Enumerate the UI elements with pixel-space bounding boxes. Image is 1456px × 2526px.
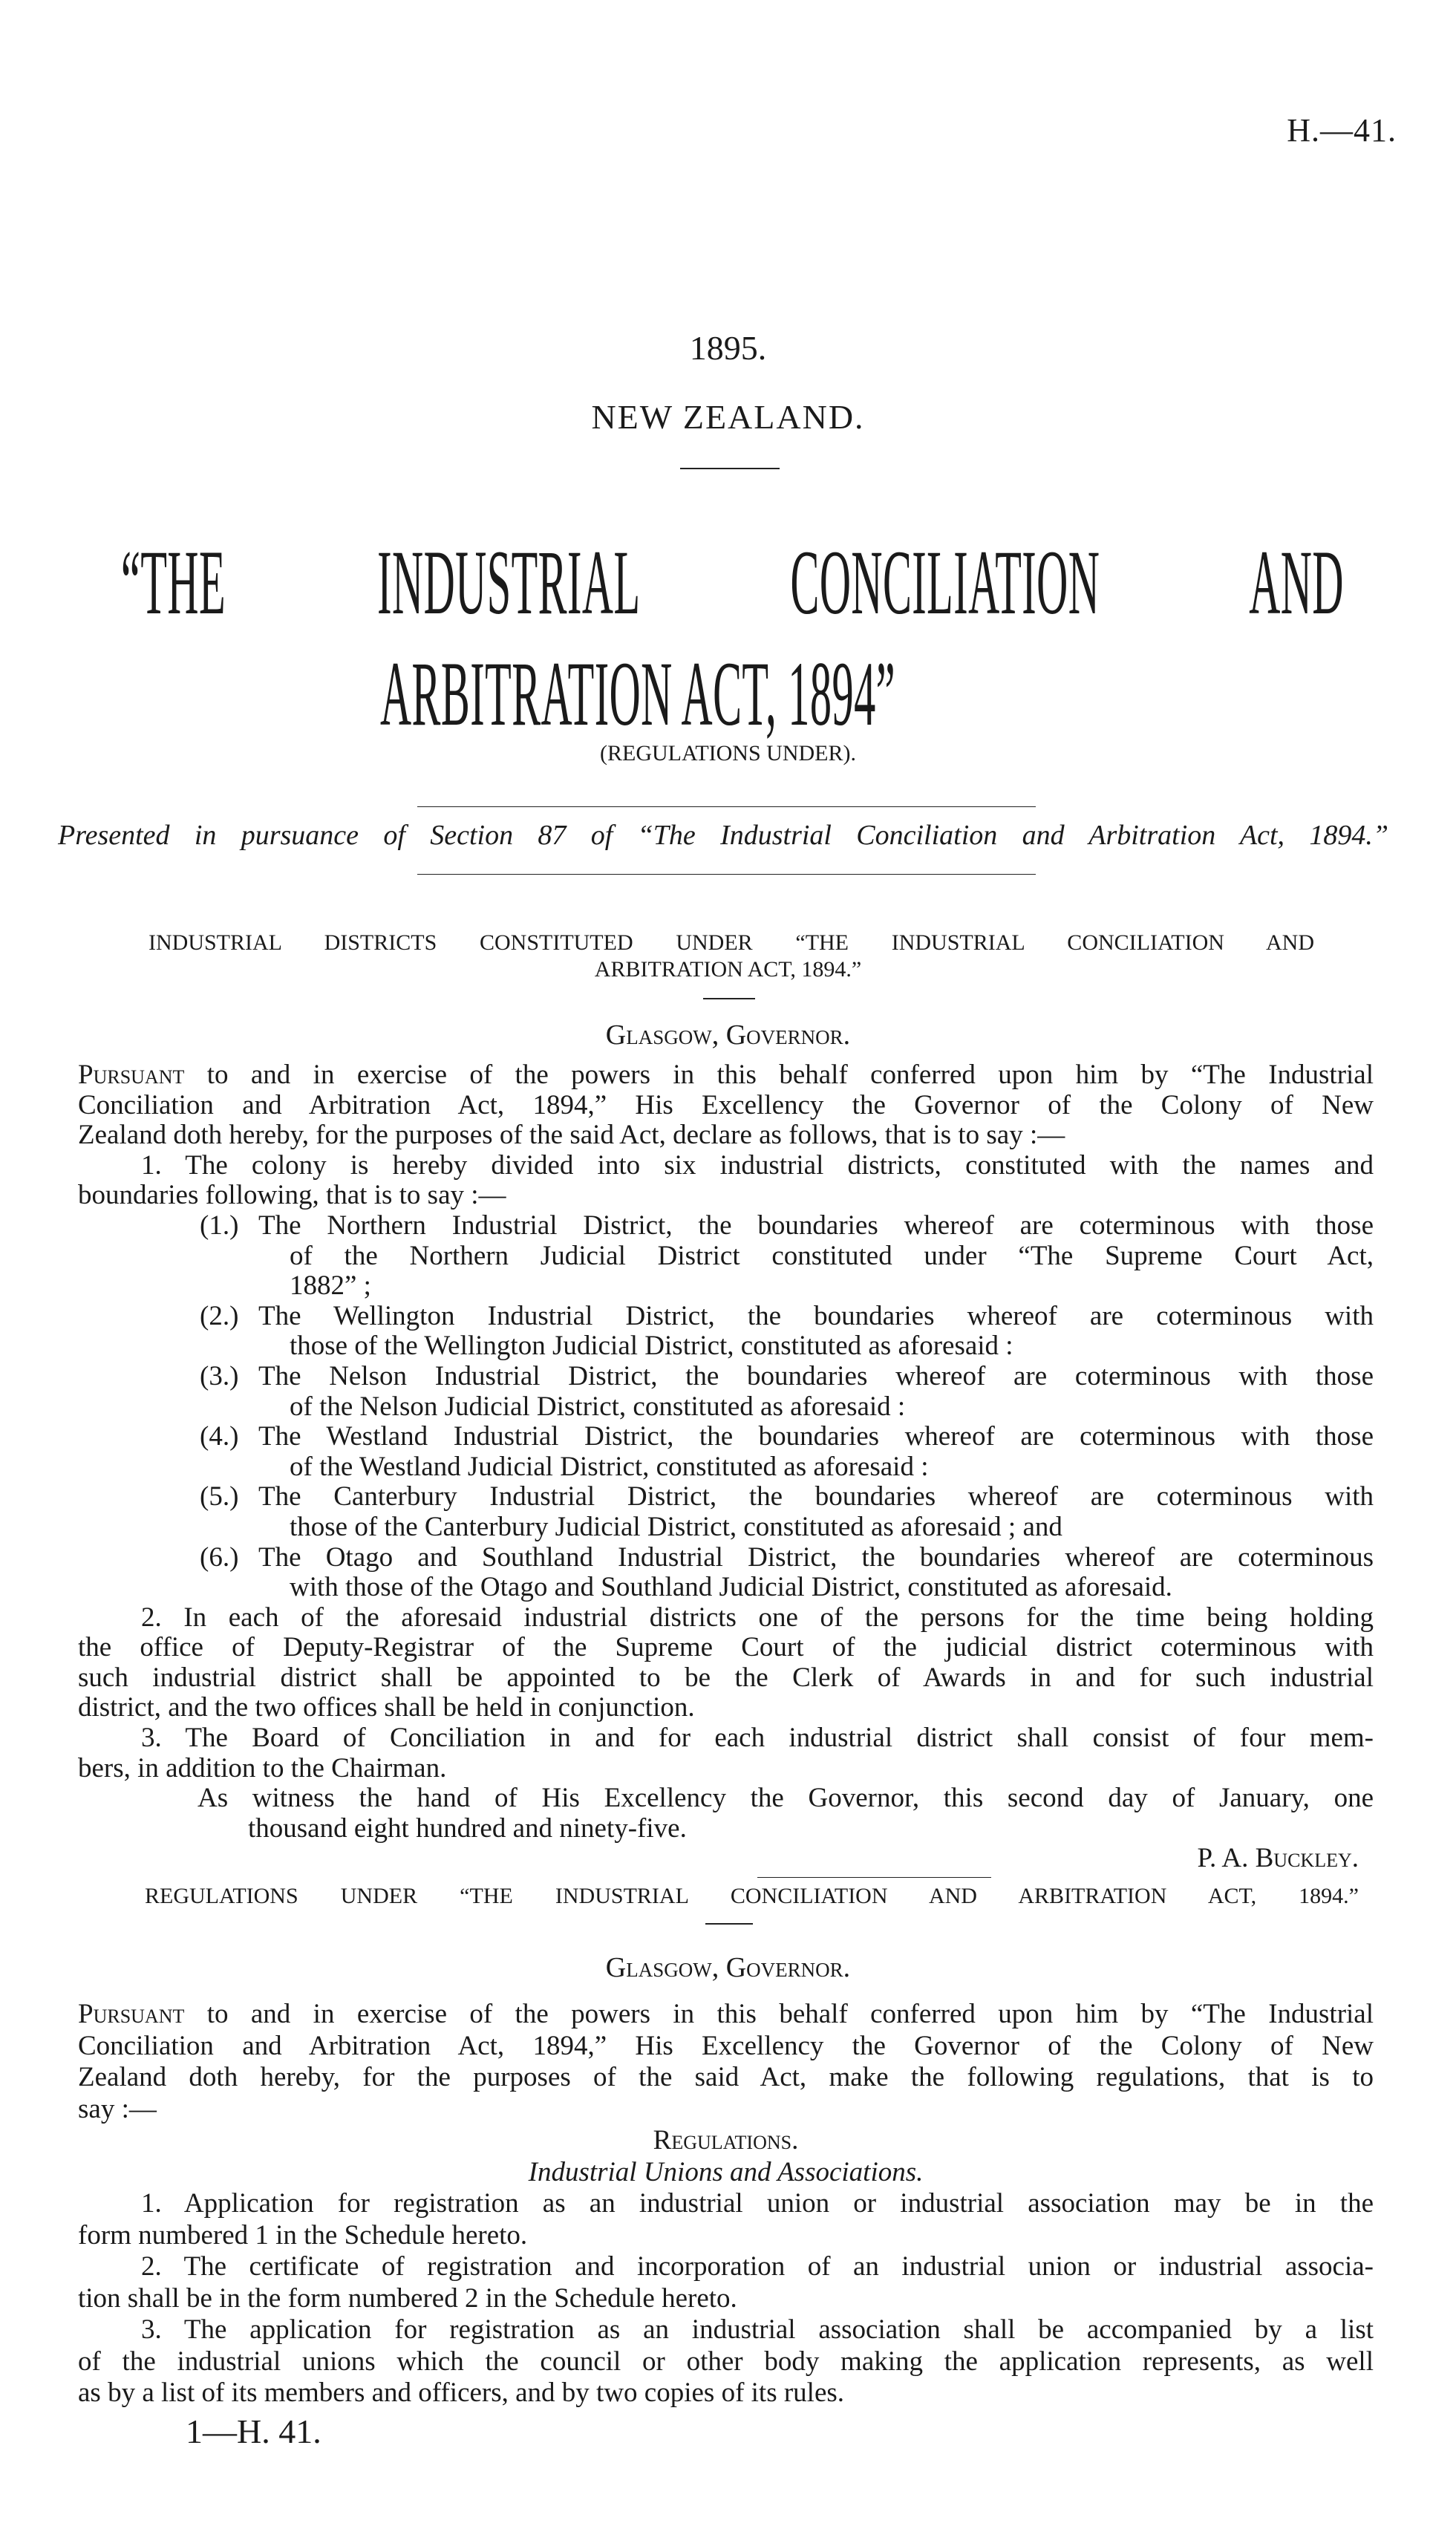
district-label: (6.) xyxy=(200,1541,239,1573)
text-line: of the Nelson Judicial District, constituted as aforesaid : xyxy=(290,1391,906,1422)
district-label: (3.) xyxy=(200,1360,239,1391)
section1-body xyxy=(78,1060,1374,1874)
text-line: as by a list of its members and officers, and by two copies of its rules. xyxy=(78,2377,845,2408)
text-line: 1. The colony is hereby divided into six industrial districts, constituted with the names and xyxy=(141,1149,1374,1181)
section2-heading: REGULATIONS UNDER “THE INDUSTRIAL CONCILIATION AND ARBITRATION ACT, 1894.” xyxy=(145,1884,1359,1908)
clause-2 xyxy=(78,1603,1374,1723)
text-line: 3. The Board of Conciliation in and for each industrial district shall consist of four mem- xyxy=(141,1723,1374,1754)
regulation-1 xyxy=(78,2188,1374,2251)
text-line: boundaries following, that is to say :— xyxy=(78,1180,506,1211)
text-line: 3. The application for registration as an industrial association shall be accompanied by a list xyxy=(141,2314,1374,2345)
text-line: those of the Canterbury Judicial District, constituted as aforesaid ; and xyxy=(290,1511,1062,1542)
text-line: Zealand doth hereby, for the purposes of the said Act, make the following regulations, that is to xyxy=(78,2062,1374,2092)
text-line: bers, in addition to the Chairman. xyxy=(78,1752,447,1783)
text-line: those of the Wellington Judicial District, constituted as aforesaid : xyxy=(290,1331,1013,1362)
text-line: of the industrial unions which the council or other body making the application represents, as well xyxy=(78,2346,1374,2377)
district-label: (4.) xyxy=(200,1421,239,1452)
text-line: Conciliation and Arbitration Act, 1894,” His Excellency the Governor of the Colony of New xyxy=(78,2030,1374,2061)
text-line: form numbered 1 in the Schedule hereto. xyxy=(78,2219,528,2251)
section1-heading-line-2: ARBITRATION ACT, 1894.” xyxy=(594,957,862,982)
text-line xyxy=(78,1999,1374,2031)
district-label: (2.) xyxy=(200,1300,239,1331)
clause-3 xyxy=(78,1723,1374,1783)
text-line: The Northern Industrial District, the boundaries whereof are coterminous with those xyxy=(258,1210,1374,1241)
witness-clause xyxy=(197,1783,1374,1844)
district-item xyxy=(200,1360,1374,1422)
preamble xyxy=(78,1999,1374,2125)
text-line: Conciliation and Arbitration Act, 1894,” His Excellency the Governor of the Colony of New xyxy=(78,1089,1374,1120)
text-line xyxy=(78,1060,1374,1091)
signature-mark: 1—H. 41. xyxy=(186,2412,321,2450)
title-line-1: “THE INDUSTRIAL CONCILIATION AND xyxy=(121,532,1344,633)
section2-body xyxy=(78,1999,1374,2451)
text-line: district, and the two offices shall be held in conjunction. xyxy=(78,1692,695,1723)
district-item xyxy=(200,1210,1374,1302)
line-text: to and in exercise of the powers in this behalf conferred upon him by “The Industrial xyxy=(184,1999,1374,2029)
text-line: 1. Application for registration as an industrial union or industrial association may be in the xyxy=(141,2188,1374,2219)
district-label: (5.) xyxy=(200,1481,239,1512)
text-line: 2. The certificate of registration and incorporation of an industrial union or industrial associa- xyxy=(141,2251,1374,2282)
text-line: say :— xyxy=(78,2093,157,2124)
text-line: the office of Deputy-Registrar of the Supreme Court of the judicial district coterminous with xyxy=(78,1632,1374,1663)
regulation-3 xyxy=(78,2314,1374,2409)
clause-1 xyxy=(78,1151,1374,1211)
governor-signature: Glasgow, Governor. xyxy=(605,1952,851,1983)
text-line: tion shall be in the form numbered 2 in the Schedule hereto. xyxy=(78,2282,737,2314)
text-line: 1882” ; xyxy=(290,1270,371,1302)
text-line: with those of the Otago and Southland Judicial District, constituted as aforesaid. xyxy=(290,1572,1172,1603)
text-line: thousand eight hundred and ninety-five. xyxy=(248,1812,687,1844)
subtitle: (REGULATIONS UNDER). xyxy=(600,741,856,766)
divider xyxy=(680,468,780,469)
text-line: As witness the hand of His Excellency the Governor, this second day of January, one xyxy=(197,1783,1374,1814)
preamble xyxy=(78,1060,1374,1151)
district-list xyxy=(78,1211,1374,1603)
text-line: The Otago and Southland Industrial District, the boundaries whereof are coterminous xyxy=(258,1541,1374,1573)
text-line: 2. In each of the aforesaid industrial districts one of the persons for the time being holding xyxy=(141,1602,1374,1633)
line-text: to and in exercise of the powers in this behalf conferred upon him by “The Industrial xyxy=(184,1060,1374,1090)
divider xyxy=(703,998,755,999)
text-line: The Nelson Industrial District, the boundaries whereof are coterminous with those xyxy=(258,1360,1374,1391)
year: 1895. xyxy=(689,329,767,367)
text-line: The Wellington Industrial District, the boundaries whereof are coterminous with xyxy=(258,1300,1374,1331)
text-line: such industrial district shall be appointed to be the Clerk of Awards in and for such industrial xyxy=(78,1662,1374,1693)
district-item xyxy=(200,1421,1374,1482)
title-line-2: ARBITRATION ACT, 1894” xyxy=(380,643,896,745)
text-line: Zealand doth hereby, for the purposes of the said Act, declare as follows, that is to say :— xyxy=(78,1120,1065,1151)
text-line: The Westland Industrial District, the boundaries whereof are coterminous with those xyxy=(258,1421,1374,1452)
divider xyxy=(417,806,1036,807)
district-item xyxy=(200,1300,1374,1362)
regulation-2 xyxy=(78,2251,1374,2314)
lead-word: Pursuant xyxy=(78,1999,185,2029)
presented-note: Presented in pursuance of Section 87 of “The Industrial Conciliation and Arbitration Act, 1894.” xyxy=(58,820,1388,851)
text-line: of the Northern Judicial District constituted under “The Supreme Court Act, xyxy=(290,1240,1374,1271)
district-item xyxy=(200,1481,1374,1542)
section1-heading-line-1: INDUSTRIAL DISTRICTS CONSTITUTED UNDER “THE INDUSTRIAL CONCILIATION AND xyxy=(148,930,1314,955)
divider xyxy=(757,1877,991,1878)
subheading: Industrial Unions and Associations. xyxy=(528,2156,924,2187)
governor-signature: Glasgow, Governor. xyxy=(605,1019,851,1051)
signatory: P. A. Buckley. xyxy=(1197,1843,1359,1874)
divider xyxy=(417,874,1036,875)
divider xyxy=(705,1923,753,1925)
country: NEW ZEALAND. xyxy=(591,398,865,436)
district-item xyxy=(200,1541,1374,1603)
page-reference: H.—41. xyxy=(1287,112,1397,149)
text-line: of the Westland Judicial District, constituted as aforesaid : xyxy=(290,1451,929,1482)
text-line: The Canterbury Industrial District, the boundaries whereof are coterminous with xyxy=(258,1481,1374,1512)
district-label: (1.) xyxy=(200,1210,239,1241)
regulations-heading: Regulations. xyxy=(653,2125,799,2155)
lead-word: Pursuant xyxy=(78,1060,185,1090)
